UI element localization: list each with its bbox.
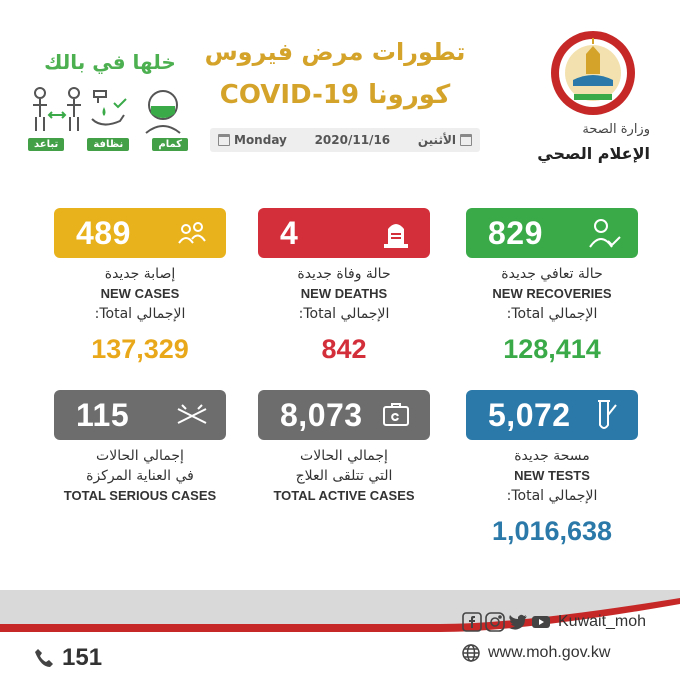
new-recoveries-label (466, 264, 638, 324)
serious-cases-english: TOTAL SERIOUS CASES (63, 488, 217, 503)
health-media: الإعلام الصحي (537, 144, 650, 163)
new-cases-total: 137,329 (91, 334, 189, 364)
new-deaths-total: 842 (321, 334, 367, 364)
social-handle[interactable]: Kuwait_moh (558, 613, 647, 630)
new-cases-english: NEW CASES (100, 286, 180, 301)
calendar-icon (460, 134, 472, 146)
instagram-icon[interactable] (485, 612, 505, 632)
slogan: خلها في بالك (44, 50, 176, 74)
website (462, 644, 610, 662)
youtube-icon[interactable] (531, 612, 551, 632)
new-tests-english: NEW TESTS (514, 468, 590, 483)
social-links (462, 612, 646, 632)
ministry-emblem (548, 28, 638, 118)
recovered-person-icon (586, 215, 622, 251)
new-deaths-total-label: الإجمالي Total: (298, 306, 390, 322)
handwash-icon (92, 91, 126, 125)
new-tests-arabic: مسحة جديدة (514, 448, 590, 464)
new-recoveries-card (466, 208, 638, 258)
hospital-bed-icon (174, 397, 210, 433)
new-cases-arabic: إصابة جديدة (104, 266, 176, 282)
ministry-name: وزارة الصحة (582, 122, 650, 137)
distancing-icon (33, 88, 81, 131)
serious-cases-label (40, 446, 240, 506)
day-english: Monday (234, 133, 287, 147)
new-tests-total: 1,016,638 (491, 516, 613, 546)
calendar-icon (218, 134, 230, 146)
new-recoveries-total-label: الإجمالي Total: (506, 306, 598, 322)
new-tests-card (466, 390, 638, 440)
tag-hygiene: نظافة (87, 138, 129, 151)
test-tube-icon (586, 397, 622, 433)
hotline-number[interactable]: 151 (62, 644, 103, 671)
new-cases-total-label: الإجمالي Total: (94, 306, 186, 322)
website-url[interactable]: www.moh.gov.kw (488, 644, 611, 661)
title-covid: كورونا COVID-19 (219, 80, 451, 110)
facebook-icon[interactable] (462, 612, 482, 632)
new-deaths-label (258, 264, 430, 324)
date-bar (210, 128, 480, 152)
mask-icon (146, 91, 180, 133)
title-arabic: تطورات مرض فيروس (204, 38, 466, 66)
new-recoveries-value: 829 (488, 214, 543, 251)
tombstone-icon (378, 215, 414, 251)
twitter-icon[interactable] (508, 612, 528, 632)
serious-cases-arabic-2: في العناية المركزة (86, 468, 194, 484)
phone-icon (34, 648, 54, 668)
globe-icon (462, 644, 480, 662)
day-arabic: الأثنين (417, 133, 456, 147)
new-cases-label (54, 264, 226, 324)
tag-distance: تباعد (28, 138, 64, 151)
new-tests-total-label: الإجمالي Total: (506, 488, 598, 504)
active-cases-value: 8,073 (280, 396, 363, 433)
serious-cases-card (54, 390, 226, 440)
date-value: 2020/11/16 (314, 133, 391, 147)
new-deaths-card (258, 208, 430, 258)
new-deaths-english: NEW DEATHS (300, 286, 388, 301)
new-tests-value: 5,072 (488, 396, 571, 433)
new-recoveries-arabic: حالة تعافي جديدة (501, 266, 603, 282)
new-recoveries-english: NEW RECOVERIES (492, 286, 612, 301)
new-tests-label (466, 446, 638, 506)
tag-mask: كمام (152, 138, 188, 151)
people-icon (174, 215, 210, 251)
active-cases-english: TOTAL ACTIVE CASES (273, 488, 415, 503)
hygiene-tags (28, 138, 188, 151)
active-cases-arabic-2: التي تتلقى العلاج (295, 468, 393, 484)
new-cases-value: 489 (76, 214, 131, 251)
active-cases-card (258, 390, 430, 440)
hygiene-icons (28, 85, 188, 135)
new-deaths-value: 4 (280, 214, 299, 251)
serious-cases-arabic-1: إجمالي الحالات (96, 448, 184, 464)
serious-cases-value: 115 (76, 396, 130, 433)
new-deaths-arabic: حالة وفاة جديدة (297, 266, 391, 282)
active-cases-arabic-1: إجمالي الحالات (300, 448, 388, 464)
active-cases-label (244, 446, 444, 506)
hotline (34, 644, 102, 672)
new-cases-card (54, 208, 226, 258)
new-recoveries-total: 128,414 (503, 334, 601, 364)
medical-case-icon (378, 397, 414, 433)
